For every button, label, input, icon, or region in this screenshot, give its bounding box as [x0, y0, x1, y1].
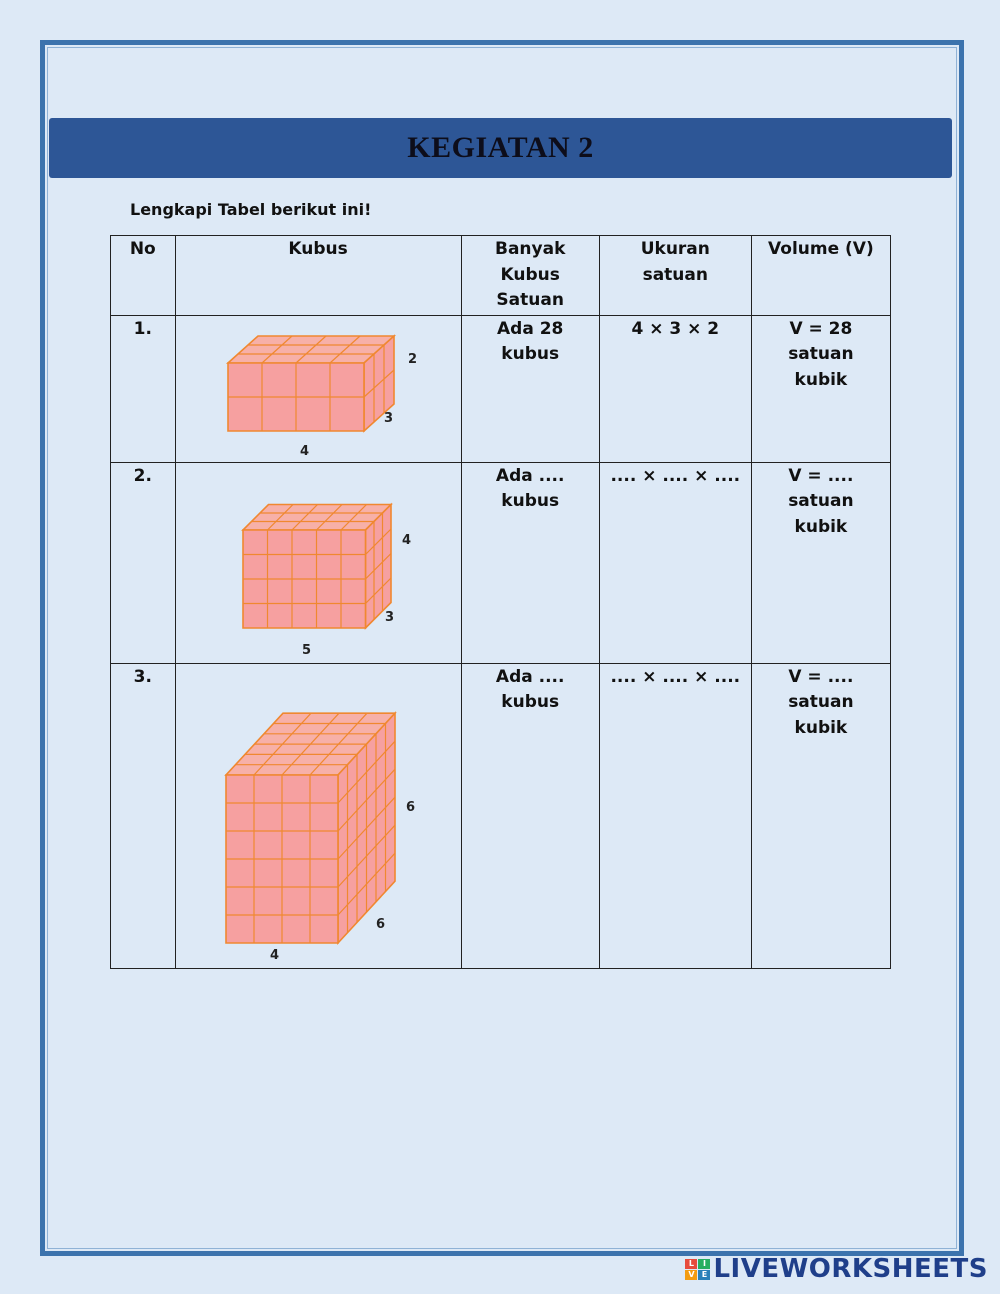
liveworksheets-logo — [685, 1254, 988, 1284]
dim-width-label: 6 — [375, 916, 385, 932]
dim-height-label: 6 — [405, 799, 415, 815]
dim-length-label: 4 — [299, 443, 309, 459]
dim-height-label: 2 — [407, 351, 417, 367]
volume-cell: V = .... satuan kubik — [751, 663, 890, 968]
dim-height-label: 4 — [401, 532, 411, 548]
cuboid-figure-cell — [175, 462, 461, 663]
table-row — [111, 315, 891, 462]
size-cell: .... × .... × .... — [599, 663, 751, 968]
header-kubus: Kubus — [175, 236, 461, 316]
volume-cell: V = .... satuan kubik — [751, 462, 890, 663]
size-cell: 4 × 3 × 2 — [599, 315, 751, 462]
instruction: Lengkapi Tabel berikut ini! — [130, 200, 372, 219]
page-title: KEGIATAN 2 — [407, 131, 594, 164]
dim-width-label: 3 — [384, 609, 394, 625]
cuboid-figure-cell — [175, 315, 461, 462]
cuboid-figure-cell — [175, 663, 461, 968]
header-count: Banyak Kubus Satuan — [461, 236, 599, 316]
header-volume: Volume (V) — [751, 236, 890, 316]
activity-table — [110, 235, 891, 969]
header-no: No — [111, 236, 176, 316]
cuboid-1-figure — [180, 317, 457, 461]
cuboid-2-figure — [180, 464, 457, 662]
liveworksheets-badge-icon: L I V E — [685, 1259, 710, 1280]
volume-cell: V = 28 satuan kubik — [751, 315, 890, 462]
dim-length-label: 5 — [301, 642, 311, 658]
table-row — [111, 462, 891, 663]
row-number: 3. — [111, 663, 176, 968]
dim-length-label: 4 — [269, 947, 279, 963]
liveworksheets-wordmark: LIVEWORKSHEETS — [713, 1254, 988, 1284]
table-header-row — [111, 236, 891, 316]
header-size: Ukuran satuan — [599, 236, 751, 316]
title-banner — [49, 118, 952, 178]
row-number: 2. — [111, 462, 176, 663]
row-number: 1. — [111, 315, 176, 462]
count-cell: Ada 28 kubus — [461, 315, 599, 462]
count-cell: Ada .... kubus — [461, 462, 599, 663]
size-cell: .... × .... × .... — [599, 462, 751, 663]
count-cell: Ada .... kubus — [461, 663, 599, 968]
dim-width-label: 3 — [383, 410, 393, 426]
table-row — [111, 663, 891, 968]
cuboid-3-figure — [180, 665, 457, 967]
